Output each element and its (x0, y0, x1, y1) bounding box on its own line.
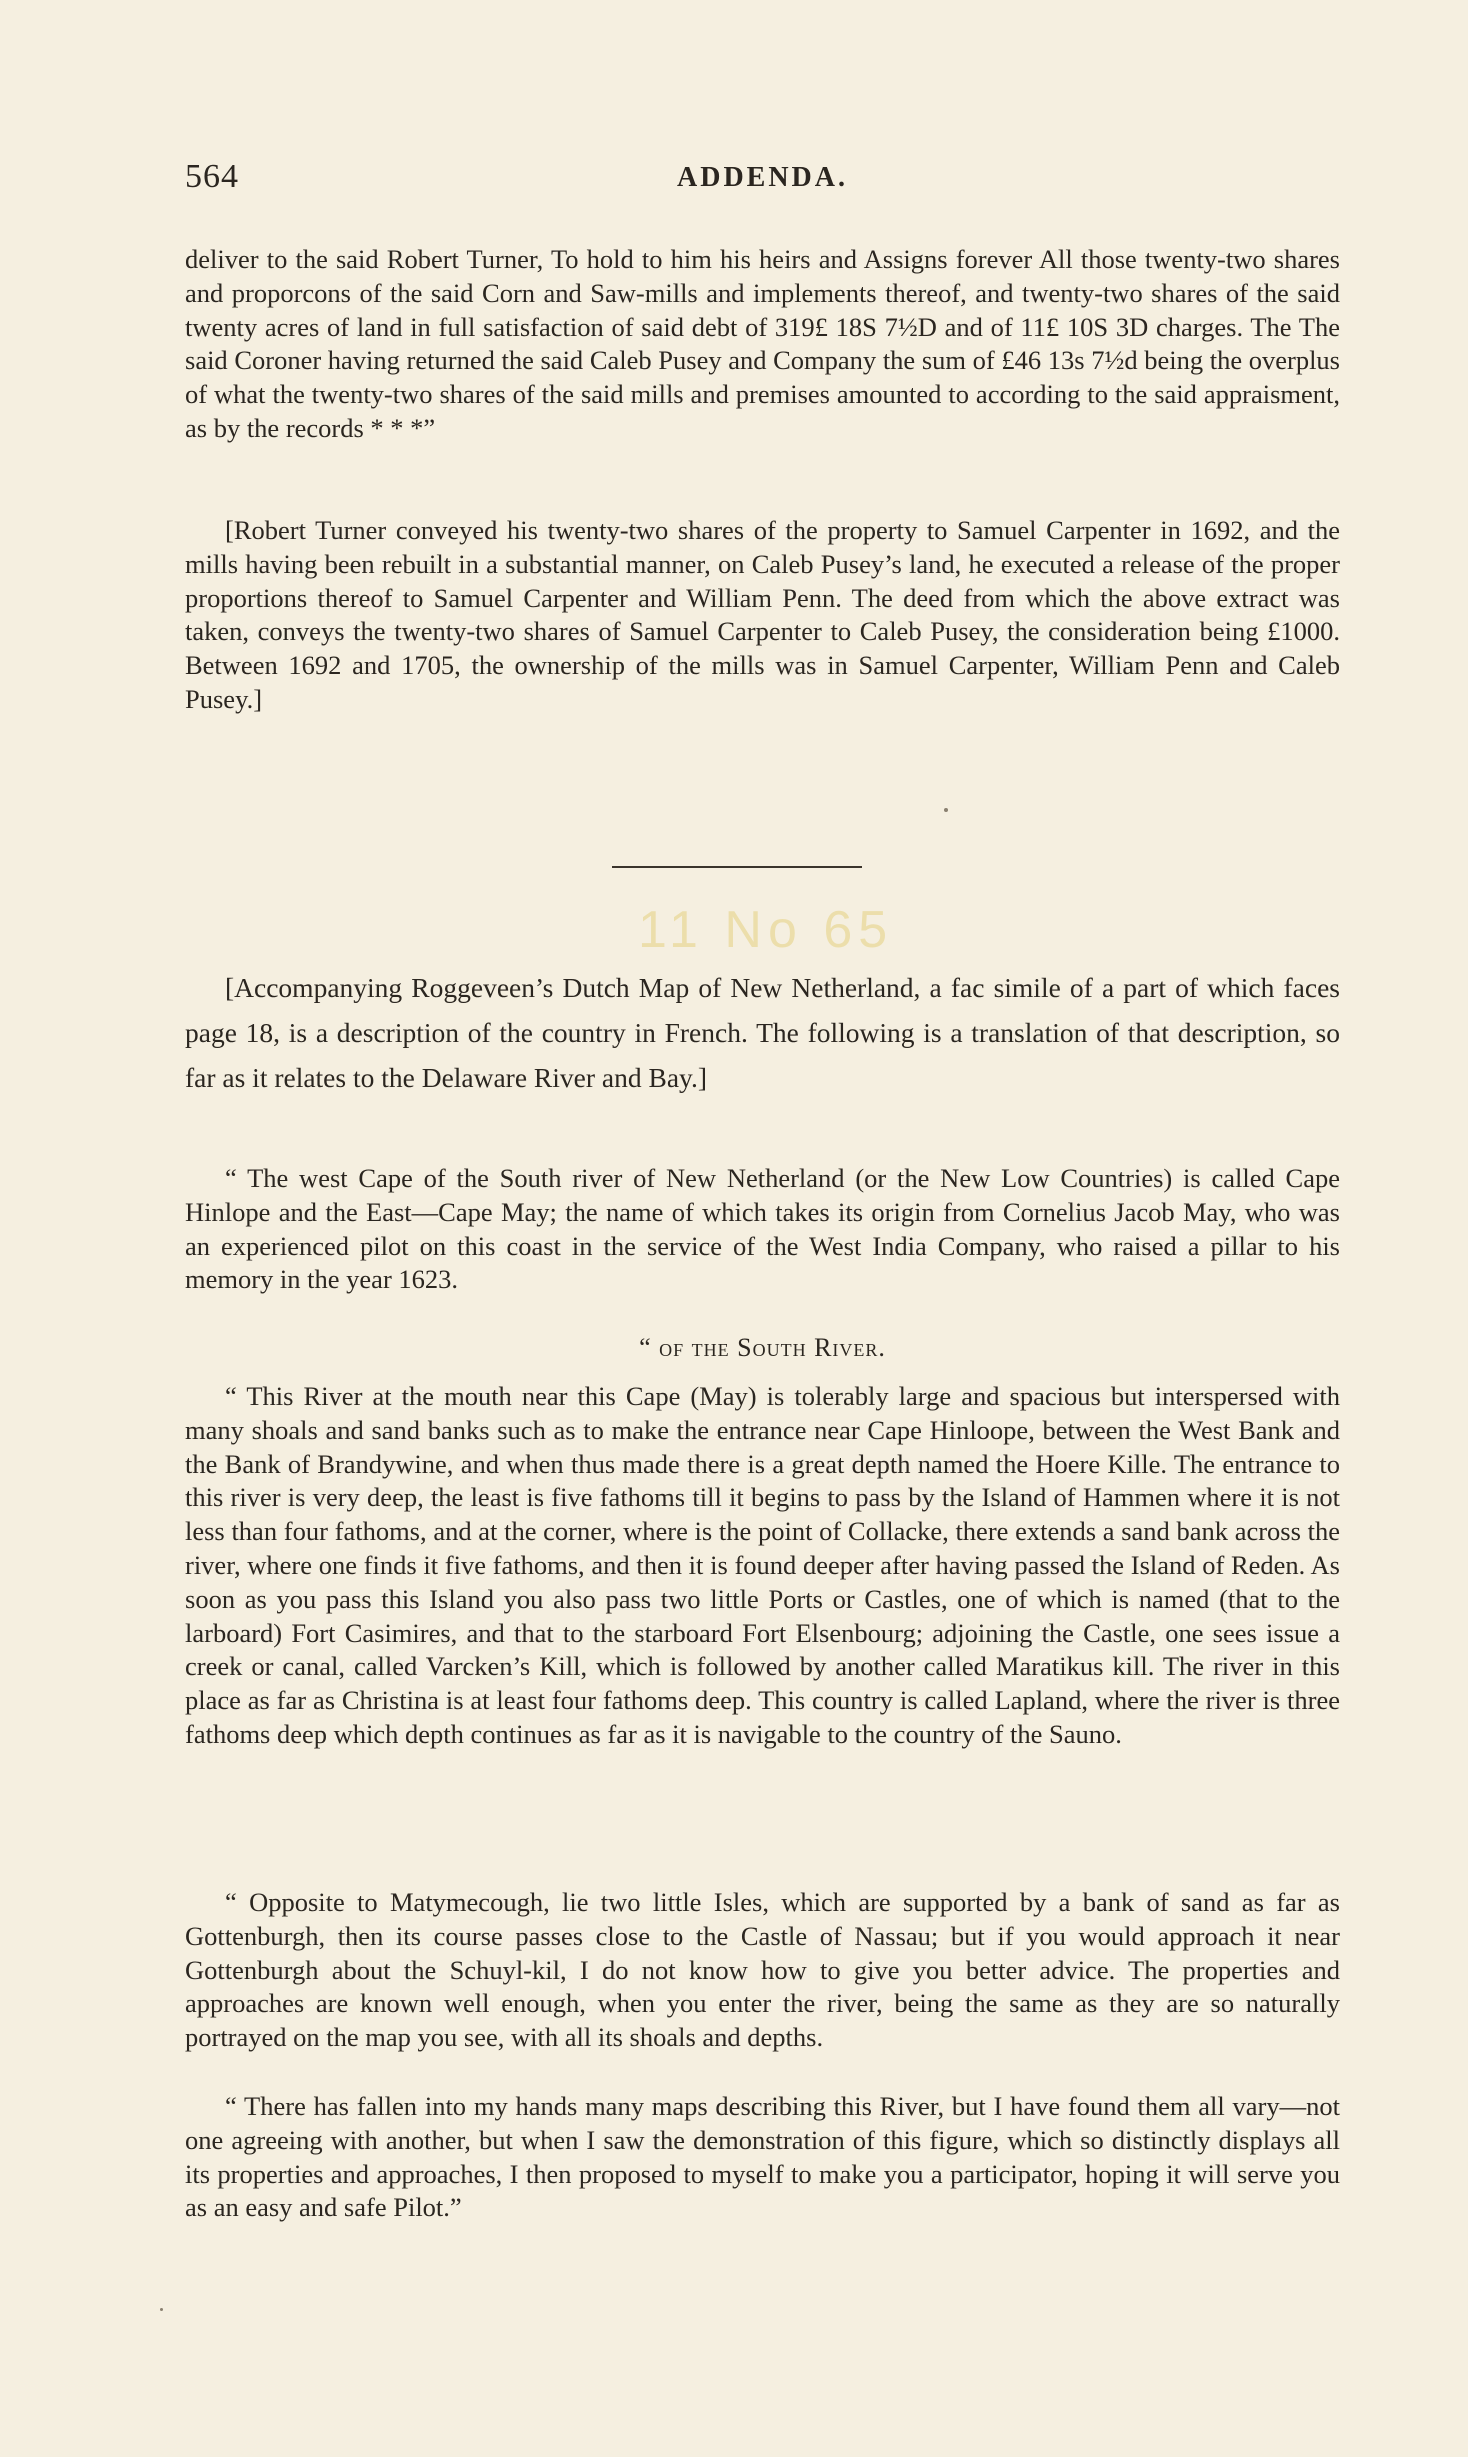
deed-extract-paragraph: deliver to the said Robert Turner, To hold to him his heirs and Assigns forever All those twenty-two shares and proporcons of the said Corn and Saw-mills and implements thereof, and twenty-two shares of the said twenty acres of land in full satisfaction of said debt of 319£ 18S 7½D and of 11£ 10S 3D charges. The The said Coroner having returned the said Caleb Pusey and Company the sum of £46 13s 7½d being the overplus of what the twenty-two shares of the said mills and premises amounted to according to the said appraisment, as by the records * * *” (185, 244, 1340, 443)
editorial-note-paragraph: [Robert Turner conveyed his twenty-two shares of the property to Samuel Carpenter in 1692, and the mills having been rebuilt in a substantial manner, on Caleb Pusey’s land, he executed a release of the proper proportions thereof to Samuel Carpenter and William Penn. The deed from which the above extract was taken, conveys the twenty-two shares of Samuel Carpenter to Caleb Pusey, the consideration being £1000. Between 1692 and 1705, the ownership of the mills was in Samuel Carpenter, William Penn and Caleb Pusey.] (185, 515, 1340, 714)
page-header (185, 158, 1340, 208)
maps-paragraph: “ There has fallen into my hands many maps describing this River, but I have found them all vary—not one agreeing with another, but when I saw the demonstration of this figure, which so distinctly displays all its properties and approaches, I then proposed to myself to make you a participator, hoping it will serve you as an easy and safe Pilot.” (185, 2091, 1340, 2223)
matymecough-paragraph: “ Opposite to Matymecough, lie two little Isles, which are supported by a bank of sand as far as Gottenburgh, then its course passes close to the Castle of Nassau; but if you would approach it near Gottenburgh about the Schuyl-kil, I do not know how to give you better advice. The properties and approaches are known well enough, when you enter the river, being the same as they are so naturally portrayed on the map you see, with all its shoals and depths. (185, 1887, 1340, 2053)
running-head: ADDENDA. (677, 162, 848, 193)
print-speck (160, 2308, 163, 2311)
subheading-main: South River. (737, 1333, 886, 1362)
subheading-south-river (185, 1333, 1340, 1363)
translation-intro-paragraph: [Accompanying Roggeveen’s Dutch Map of New Netherland, a fac simile of a part of which faces page 18, is a description of the country in French. The following is a translation of that description, so far as it relates to the Delaware River and Bay.] (185, 972, 1340, 1093)
subheading-prefix: “ of the (639, 1333, 738, 1362)
section-divider (612, 866, 862, 868)
south-river-paragraph: “ This River at the mouth near this Cape (May) is tolerably large and spacious but interspersed with many shoals and sand banks such as to make the entrance near Cape Hinloope, between the West Bank and the Bank of Brandywine, and when thus made there is a great depth named the Hoere Kille. The entrance to this river is very deep, the least is five fathoms till it begins to pass by the Island of Hammen where it is not less than four fathoms, and at the corner, where is the point of Collacke, there extends a sand bank across the river, where one finds it five fathoms, and then it is found deeper after having passed the Island of Reden. As soon as you pass this Island you also pass two little Ports or Castles, one of which is named (that to the larboard) Fort Casimires, and that to the starboard Fort Elsenbourg; adjoining the Castle, one sees issue a creek or canal, called Varcken’s Kill, which is followed by another called Maratikus kill. The river in this place as far as Christina is at least four fathoms deep. This country is called Lapland, where the river is three fathoms deep which depth continues as far as it is navigable to the country of the Sauno. (185, 1381, 1340, 1749)
print-speck (944, 808, 948, 812)
page-number: 564 (185, 158, 239, 195)
cape-description-paragraph: “ The west Cape of the South river of New Netherland (or the New Low Countries) is called Cape Hinlope and the East—Cape May; the name of which takes its origin from Cornelius Jacob May, who was an experienced pilot on this coast in the service of the West India Company, who raised a pillar to his memory in the year 1623. (185, 1163, 1340, 1295)
library-stamp: 11 No 65 (638, 901, 894, 959)
